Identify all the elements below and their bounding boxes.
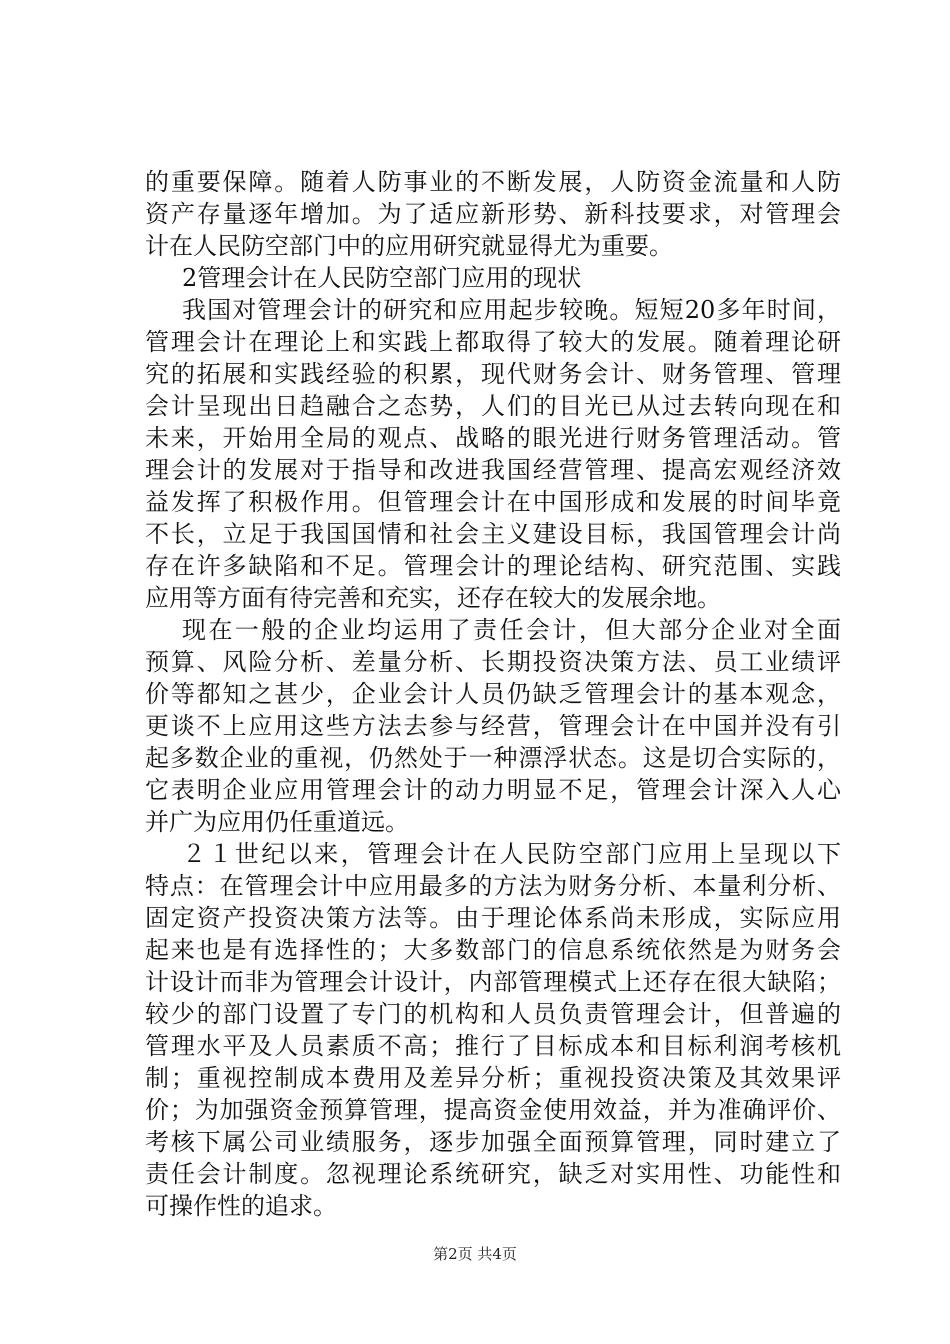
text-line: 存在许多缺陷和不足。管理会计的理论结构、研究范围、实践 [145, 552, 841, 580]
text-line: 管理会计在理论上和实践上都取得了较大的发展。随着理论研 [145, 328, 841, 356]
text-line: ２１世纪以来，管理会计在人民防空部门应用上呈现以下 [182, 840, 841, 868]
text-line: 究的拓展和实践经验的积累，现代财务会计、财务管理、管理 [145, 360, 841, 388]
text-line: 预算、风险分析、差量分析、长期投资决策方法、员工业绩评 [145, 648, 841, 676]
text-line: 管理水平及人员素质不高；推行了目标成本和目标利润考核机 [145, 1032, 841, 1060]
text-line: 理会计的发展对于指导和改进我国经营管理、提高宏观经济效 [145, 456, 841, 484]
text-line: 价等都知之甚少，企业会计人员仍缺乏管理会计的基本观念， [145, 680, 841, 708]
document-body [145, 166, 841, 1222]
text-line: 可操作性的追求。 [145, 1192, 337, 1220]
text-line: 更谈不上应用这些方法去参与经营，管理会计在中国并没有引 [145, 712, 841, 740]
text-line: 它表明企业应用管理会计的动力明显不足，管理会计深入人心 [145, 776, 841, 804]
text-line: 应用等方面有待完善和充实，还存在较大的发展余地。 [145, 584, 721, 612]
text-line: 较少的部门设置了专门的机构和人员负责管理会计，但普遍的 [145, 1000, 841, 1028]
section-heading: 2管理会计在人民防空部门应用的现状 [182, 264, 582, 292]
text-line: 未来，开始用全局的观点、战略的眼光进行财务管理活动。管 [145, 424, 841, 452]
text-line: 考核下属公司业绩服务，逐步加强全面预算管理，同时建立了 [145, 1128, 841, 1156]
text-line: 益发挥了积极作用。但管理会计在中国形成和发展的时间毕竟 [145, 488, 841, 516]
text-line: 计设计而非为管理会计设计，内部管理模式上还存在很大缺陷； [145, 968, 841, 996]
text-line: 起来也是有选择性的；大多数部门的信息系统依然是为财务会 [145, 936, 841, 964]
text-line: 不长，立足于我国国情和社会主义建设目标，我国管理会计尚 [145, 520, 841, 548]
text-line: 会计呈现出日趋融合之态势，人们的目光已从过去转向现在和 [145, 392, 841, 420]
text-line: 现在一般的企业均运用了责任会计，但大部分企业对全面 [182, 616, 841, 644]
text-line: 责任会计制度。忽视理论系统研究，缺乏对实用性、功能性和 [145, 1160, 841, 1188]
text-line: 固定资产投资决策方法等。由于理论体系尚未形成，实际应用 [145, 904, 841, 932]
text-line: 价；为加强资金预算管理，提高资金使用效益，并为准确评价、 [145, 1096, 841, 1124]
text-line: 起多数企业的重视，仍然处于一种漂浮状态。这是切合实际的， [145, 744, 841, 772]
text-line: 特点：在管理会计中应用最多的方法为财务分析、本量利分析、 [145, 872, 841, 900]
text-line: 并广为应用仍任重道远。 [145, 808, 409, 836]
text-line: 的重要保障。随着人防事业的不断发展，人防资金流量和人防 [145, 168, 841, 196]
text-line: 制；重视控制成本费用及差异分析；重视投资决策及其效果评 [145, 1064, 841, 1092]
text-line: 我国对管理会计的研究和应用起步较晚。短短20多年时间， [182, 296, 841, 324]
text-line: 资产存量逐年增加。为了适应新形势、新科技要求，对管理会 [145, 200, 841, 228]
page-footer: 第2页 共4页 [433, 1245, 517, 1263]
text-line: 计在人民防空部门中的应用研究就显得尤为重要。 [145, 232, 673, 260]
